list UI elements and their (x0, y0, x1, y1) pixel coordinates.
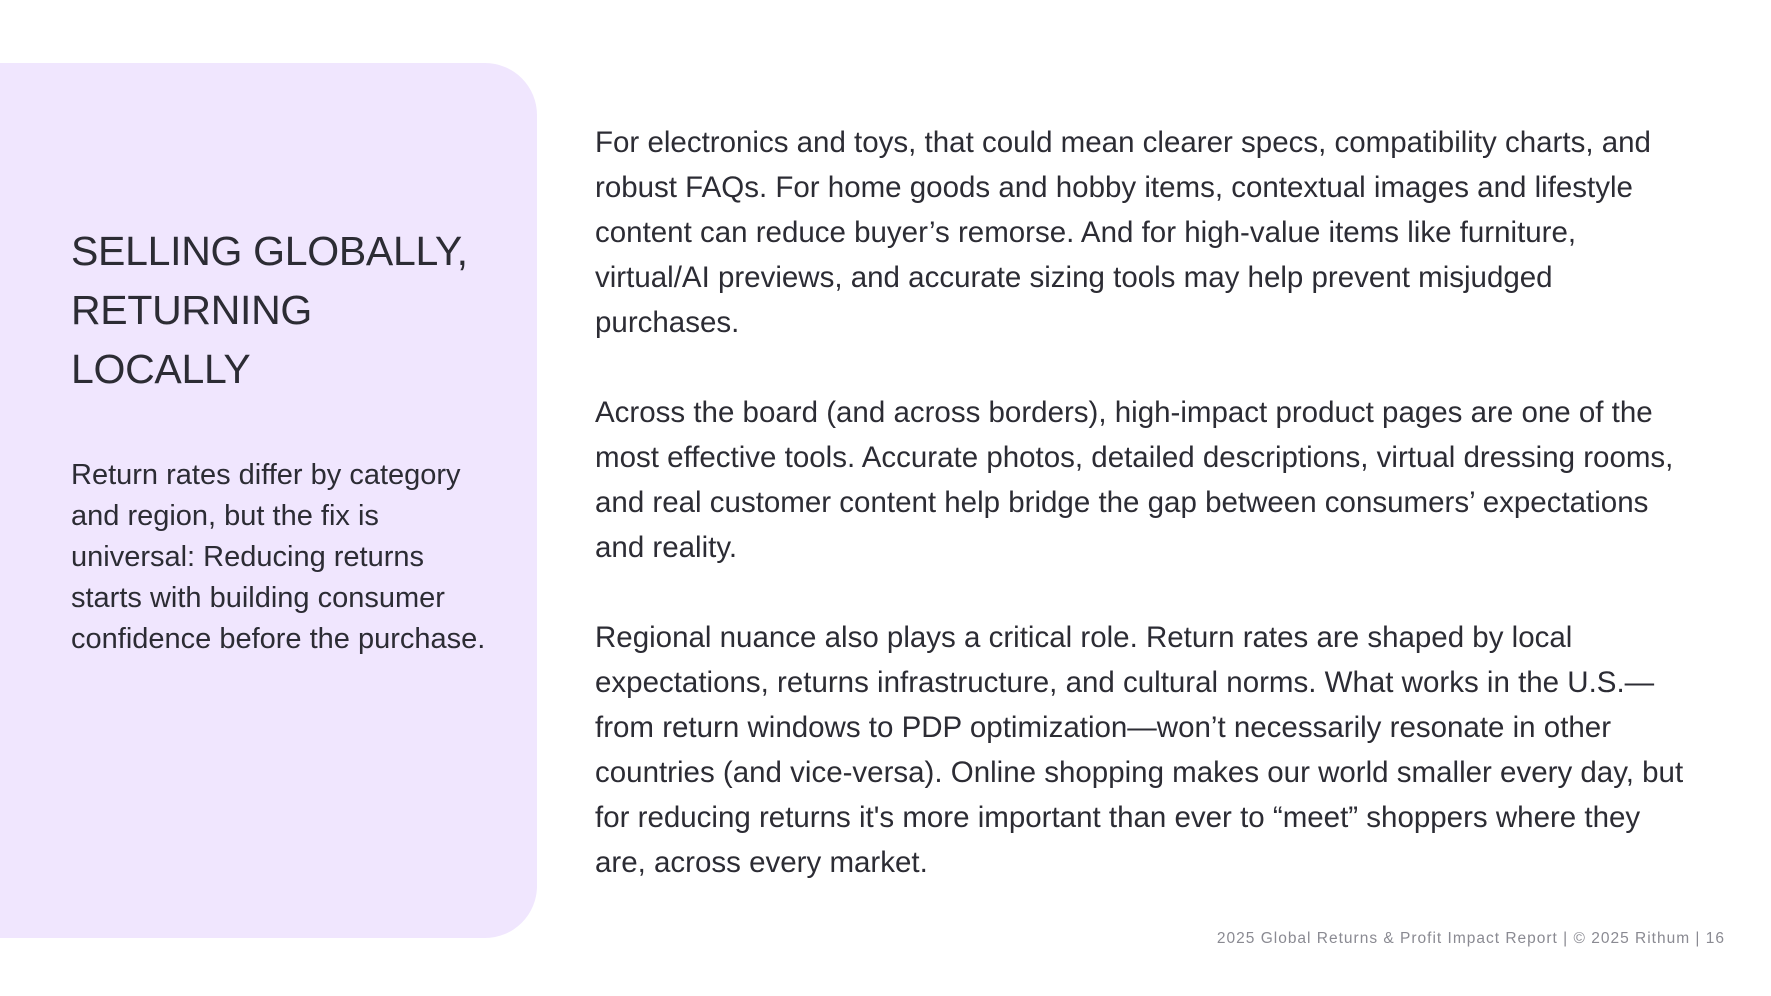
section-summary: Return rates differ by category and region, but the fix is universal: Reducing returns starts with building consumer confidence before the purchase. (71, 459, 486, 655)
body-paragraph-product-pages: Across the board (and across borders), high-impact product pages are one of the most effective tools. Accurate photos, detailed descriptions, virtual dressing rooms, and real customer content help bridge the gap between consumers’ expectations and reality. (595, 396, 1674, 564)
page-footer: 2025 Global Returns & Profit Impact Report | © 2025 Rithum | 16 (1216, 930, 1725, 947)
section-title-line-2: RETURNING (71, 287, 313, 333)
section-title-line-1: SELLING GLOBALLY, (71, 228, 468, 274)
body-paragraph-electronics: For electronics and toys, that could mean clearer specs, compatibility charts, and robust FAQs. For home goods and hobby items, contextual images and lifestyle content can reduce buyer’s remorse. And for high-value items like furniture, virtual/AI previews, and accurate sizing tools may help prevent misjudged purchases. (595, 126, 1651, 339)
section-title-line-3: LOCALLY (71, 346, 251, 392)
main-body (595, 120, 1685, 930)
section-title (71, 222, 511, 399)
body-paragraph-regional-nuance: Regional nuance also plays a critical role. Return rates are shaped by local expectations, returns infrastructure, and cultural norms. What works in the U.S.—from return windows to PDP optimization—won’t necessarily resonate in other countries (and vice-versa). Online shopping makes our world smaller every day, but for reducing returns it's more important than ever to “meet” shoppers where they are, across every market. (595, 621, 1684, 879)
